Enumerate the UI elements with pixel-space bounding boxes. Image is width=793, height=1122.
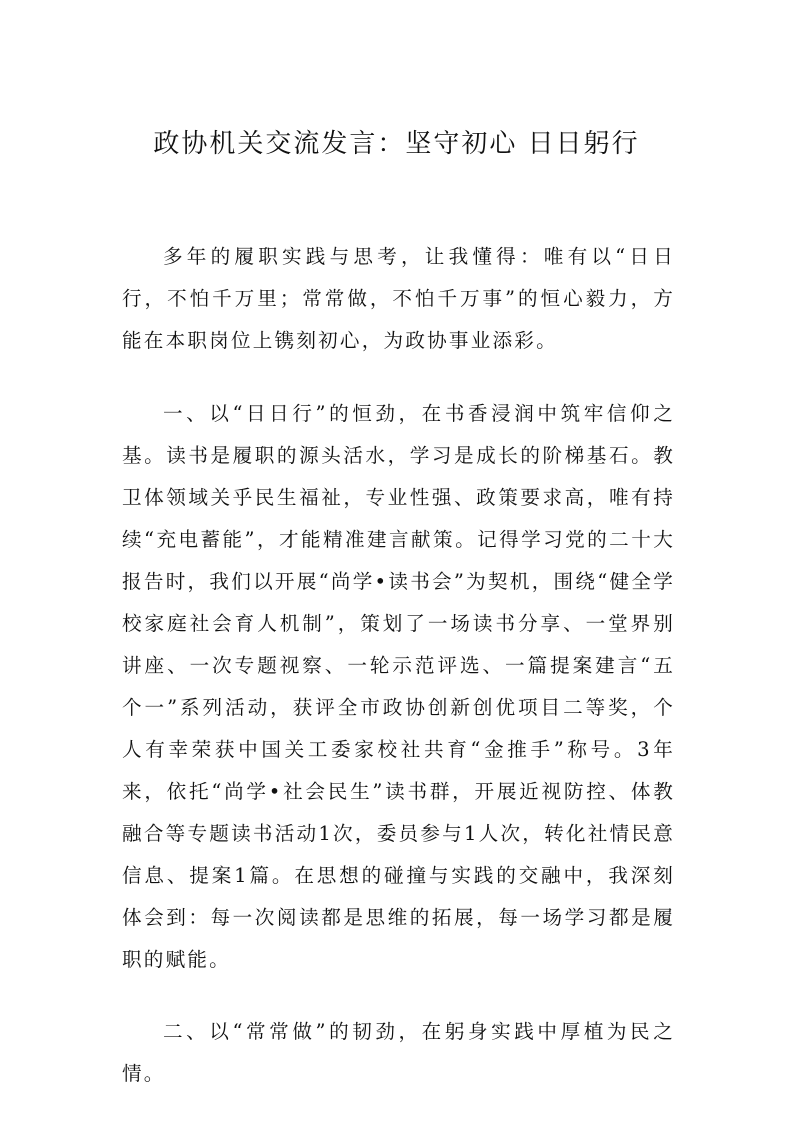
paragraph-section-one: 一、以“日日行”的恒劲，在书香浸润中筑牢信仰之基。读书是履职的源头活水，学习是成长的阶梯基石。教卫体领域关乎民生福祉，专业性强、政策要求高，唯有持续“充电蓄能”，才能精准建言献策。记得学习党的二十大报告时，我们以开展“尚学•读书会”为契机，围绕“健全学校家庭社会育人机制”，策划了一场读书分享、一堂界别讲座、一次专题视察、一轮示范评选、一篇提案建言“五个一”系列活动，获评全市政协创新创优项目二等奖，个人有幸荣获中国关工委家校社共育“金推手”称号。3年来，依托“尚学•社会民生”读书群，开展近视防控、体教融合等专题读书活动1次，委员参与1人次，转化社情民意信息、提案1篇。在思想的碰撞与实践的交融中，我深刻体会到：每一次阅读都是思维的拓展，每一场学习都是履职的赋能。 xyxy=(122,402,675,971)
document-title: 政协机关交流发言：坚守初心 日日躬行 xyxy=(153,129,640,159)
paragraph-section-two: 二、以“常常做”的韧劲，在躬身实践中厚植为民之情。 xyxy=(122,1020,675,1085)
paragraph-intro: 多年的履职实践与思考，让我懂得：唯有以“日日行，不怕千万里；常常做，不怕千万事”的恒心毅力，方能在本职岗位上镌刻初心，为政协事业添彩。 xyxy=(122,245,675,352)
